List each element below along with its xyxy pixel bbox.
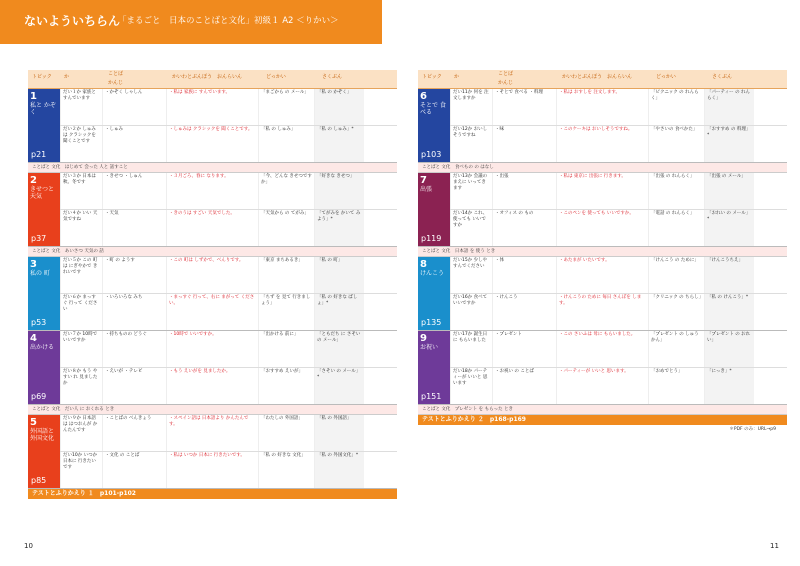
ka-header: か — [64, 74, 70, 80]
lesson-phrase: ・スペイン語は 日本語より かんたんです。 — [166, 415, 258, 451]
lesson-row — [60, 126, 397, 162]
lesson-title: だい１か 家族と すんでいます — [60, 89, 102, 125]
topic-section — [28, 257, 397, 331]
lesson-writing: 「私 の 好きな ばしょ」* — [314, 294, 364, 330]
lesson-reading: 「東京 まちあるき」 — [258, 257, 314, 293]
page-title: ないよういちらん — [24, 14, 121, 28]
topic-number: 4 — [30, 333, 37, 344]
lesson-title: だい４か いい 天気ですね — [60, 210, 102, 246]
lesson-words: ・お祝い の ことば — [492, 368, 556, 404]
sakubun-header: さくぶん — [322, 74, 343, 80]
lesson-reading: 「出張 の れんらく」 — [648, 173, 704, 209]
topic-name: そとで 食べる — [420, 102, 446, 116]
pdf-note: ＊PDF のみ：URL→p9 — [729, 427, 776, 432]
topic-number: 8 — [420, 259, 427, 270]
dokkai-header-right: どっかい — [656, 74, 676, 80]
lesson-phrase: ・私は 家族に すんでいます。 — [166, 89, 258, 125]
topic-page: p103 — [421, 150, 442, 159]
culture-bar: ことばと 文化 はじめて 会った 人と 話すこと — [28, 163, 397, 173]
lesson-row — [450, 331, 787, 368]
lesson-row — [450, 173, 787, 210]
topic-name: きせつと 天気 — [30, 186, 55, 200]
topic-name: 出張 — [420, 186, 433, 193]
topic-tag — [418, 89, 450, 162]
lesson-words: ・いろいろな みち — [102, 294, 166, 330]
topic-name: 私と かぞく — [30, 102, 56, 116]
lesson-reading: 「電話 の れんらく」 — [648, 210, 704, 246]
lesson-words: ・味 — [492, 126, 556, 162]
topic-name: お祝い — [420, 344, 439, 351]
right-page-table — [418, 70, 787, 425]
lesson-phrase: ・けんこうの ために 毎日 さんぽを します。 — [556, 294, 648, 330]
topic-header: トピック — [32, 74, 52, 80]
lesson-writing: 「私 の しゅみ」* — [314, 126, 364, 162]
kanji-header-right: かんじ — [498, 80, 514, 86]
lesson-phrase: ・きのうは すごい 天気でした。 — [166, 210, 258, 246]
lesson-phrase: ・３月ごろ、春に なります。 — [166, 173, 258, 209]
topic-page: p85 — [31, 476, 47, 485]
page-number-left: 10 — [24, 542, 33, 550]
topic-name: けんこう — [420, 270, 445, 277]
lesson-title: だい18か パーティーが いいと 思います — [450, 368, 492, 404]
lesson-row — [60, 331, 397, 368]
lesson-writing: 「私 の けんこう」* — [704, 294, 754, 330]
words-header: ことば — [108, 71, 124, 77]
topic-name: 出かける — [30, 344, 55, 351]
lesson-reading: 「まごから の メール」 — [258, 89, 314, 125]
lesson-writing: 「おれい の メール」* — [704, 210, 754, 246]
culture-bar: ことばと 文化 食べもの の はなし — [418, 163, 787, 173]
lesson-title: だい12か おいしそうですね — [450, 126, 492, 162]
lesson-phrase: ・10時で いいですか。 — [166, 331, 258, 367]
lesson-words: ・天気 — [102, 210, 166, 246]
right-column-header — [418, 70, 787, 89]
lesson-title: だい２か しゅみは クラシックを 聞くことです — [60, 126, 102, 162]
lesson-phrase: ・しゅみは クラシックを 聞くことです。 — [166, 126, 258, 162]
topic-tag — [28, 331, 60, 404]
right-test-bar: テストとふりかえり ２ p168-p169 — [418, 415, 787, 425]
lesson-phrase: ・私は いつか 日本に 行きたいです。 — [166, 452, 258, 488]
page-subtitle: 「まるごと 日本のことばと文化」初級１ A2 ＜りかい＞ — [118, 16, 339, 26]
lesson-reading: 「わたしの 外国語」 — [258, 415, 314, 451]
topic-page: p119 — [421, 234, 442, 243]
topic-section — [28, 89, 397, 163]
topic-tag — [418, 257, 450, 330]
lesson-writing: 「パーティー の れんらく」 — [704, 89, 754, 125]
lesson-words: ・町 の ようす — [102, 257, 166, 293]
topic-tag — [28, 173, 60, 246]
kanji-header: かんじ — [108, 80, 124, 86]
topic-page: p21 — [31, 150, 47, 159]
lesson-writing: 「出張 の メール」 — [704, 173, 754, 209]
lesson-words: ・オフィス の もの — [492, 210, 556, 246]
lesson-row — [60, 452, 397, 488]
lesson-row — [450, 126, 787, 162]
lesson-title: だい８か もう やすい れ 見ましたか — [60, 368, 102, 404]
topic-number: 3 — [30, 259, 37, 270]
lesson-phrase: ・あたまが いたいです。 — [556, 257, 648, 293]
culture-bar: ことばと 文化 日本語 を 使う とき — [418, 247, 787, 257]
lesson-row — [450, 257, 787, 294]
words-header-right: ことば — [498, 71, 514, 77]
phrases-header-right: かいわとぶんぽう おんらいん — [562, 74, 633, 80]
lesson-row — [450, 368, 787, 404]
lesson-phrase: ・パーティーが いいと 思います。 — [556, 368, 648, 404]
lesson-row — [60, 294, 397, 330]
lesson-reading: 「私 の しゅみ」 — [258, 126, 314, 162]
lesson-title: だい11か 何を 注文しますか — [450, 89, 492, 125]
lesson-title: だい17か 誕生日に もらいました — [450, 331, 492, 367]
lesson-words: ・持ちものの どうぐ — [102, 331, 166, 367]
topic-name: 外国語と 外国文化 — [30, 428, 55, 442]
lesson-row — [450, 210, 787, 246]
topic-section — [418, 257, 787, 331]
lesson-writing: 「おすすめ の 料理」* — [704, 126, 754, 162]
ka-header-right: か — [454, 74, 460, 80]
lesson-writing: 「私 の 町」 — [314, 257, 364, 293]
lesson-writing: 「ともだち に さそい の メール」 — [314, 331, 364, 367]
topic-page: p151 — [421, 392, 442, 401]
topic-tag — [28, 257, 60, 330]
lesson-title: だい３か 日本は 秋、冬です — [60, 173, 102, 209]
lesson-reading: 「今、どんな きせつですか」 — [258, 173, 314, 209]
lesson-reading: 「おすすめ えいが」 — [258, 368, 314, 404]
lesson-row — [450, 294, 787, 330]
lesson-words: ・けんこう — [492, 294, 556, 330]
left-test-bar: テストとふりかえり １ p101-p102 — [28, 489, 397, 499]
lesson-words: ・プレゼント — [492, 331, 556, 367]
lesson-words: ・体 — [492, 257, 556, 293]
topic-section — [28, 331, 397, 405]
lesson-title: だい９か 日本語は はつおんが かんたんです — [60, 415, 102, 451]
lesson-words: ・しゅみ — [102, 126, 166, 162]
topic-number: 5 — [30, 417, 37, 428]
topic-page: p53 — [31, 318, 47, 327]
topic-section — [28, 173, 397, 247]
topic-section — [418, 173, 787, 247]
lesson-row — [60, 89, 397, 126]
lesson-words: ・ことばの べんきょう — [102, 415, 166, 451]
lesson-writing: 「けんこうちえ」 — [704, 257, 754, 293]
lesson-words: ・そとで 食べる ・料理 — [492, 89, 556, 125]
lesson-reading: 「けんこう の ために」 — [648, 257, 704, 293]
lesson-writing: 「さそい の メール」* — [314, 368, 364, 404]
topic-page: p37 — [31, 234, 47, 243]
topic-section — [418, 331, 787, 405]
topic-name: 私の 町 — [30, 270, 50, 277]
lesson-title: だい14か これ、使っても いいですか — [450, 210, 492, 246]
lesson-row — [60, 210, 397, 246]
lesson-title: だい10か いつか 日本に 行きたいです — [60, 452, 102, 488]
lesson-writing: 「私 の かぞく」 — [314, 89, 364, 125]
left-sections — [28, 89, 397, 489]
lesson-row — [450, 89, 787, 126]
lesson-reading: 「やさいの 食べかた」 — [648, 126, 704, 162]
lesson-title: だい６か まっすぐ 行って ください — [60, 294, 102, 330]
topic-number: 7 — [420, 175, 427, 186]
lesson-phrase: ・私は 東京に 出張に 行きます。 — [556, 173, 648, 209]
topic-section — [28, 415, 397, 489]
topic-tag — [28, 415, 60, 488]
topic-section — [418, 89, 787, 163]
lesson-phrase: ・もう えいがを 見ましたか。 — [166, 368, 258, 404]
lesson-words: ・きせつ ・しゅん — [102, 173, 166, 209]
lesson-writing: 「好きな きせつ」 — [314, 173, 364, 209]
lesson-words: ・文化 の ことば — [102, 452, 166, 488]
lesson-words: ・かぞく しゃしん — [102, 89, 166, 125]
topic-header-right: トピック — [422, 74, 442, 80]
lesson-title: だい７か 10時で いいですか — [60, 331, 102, 367]
topic-number: 1 — [30, 91, 37, 102]
lesson-reading: 「プレゼント の しゅうかん」 — [648, 331, 704, 367]
lesson-words: ・えいが ・テレビ — [102, 368, 166, 404]
lesson-words: ・出張 — [492, 173, 556, 209]
lesson-reading: 「出かける 前に」 — [258, 331, 314, 367]
lesson-writing: 「てがみを かいて みよう」* — [314, 210, 364, 246]
lesson-phrase: ・この 町は しずかで、べんりです。 — [166, 257, 258, 293]
lesson-reading: 「天気から の てがみ」 — [258, 210, 314, 246]
lesson-title: だい15か 少しやすんでください — [450, 257, 492, 293]
lesson-writing: 「プレゼント の おれい」 — [704, 331, 754, 367]
topic-number: 9 — [420, 333, 427, 344]
topic-tag — [28, 89, 60, 162]
lesson-reading: 「ちず を 見て 行きましょう」 — [258, 294, 314, 330]
topic-page: p135 — [421, 318, 442, 327]
lesson-phrase: ・このペンを 使っても いいですか。 — [556, 210, 648, 246]
phrases-header: かいわとぶんぽう おんらいん — [172, 74, 243, 80]
left-column-header — [28, 70, 397, 89]
lesson-writing: 「私 の 外国語」 — [314, 415, 364, 451]
lesson-writing: 「にっき」* — [704, 368, 754, 404]
lesson-title: だい13か 会議のまえに いってきます — [450, 173, 492, 209]
title-banner — [0, 0, 382, 44]
lesson-phrase: ・この さいふは 母に もらいました。 — [556, 331, 648, 367]
lesson-row — [60, 415, 397, 452]
lesson-reading: 「クリニック の ちらし」 — [648, 294, 704, 330]
lesson-phrase: ・このケーキは おいしそうですね。 — [556, 126, 648, 162]
sakubun-header-right: さくぶん — [712, 74, 733, 80]
lesson-reading: 「私 の 好きな 文化」 — [258, 452, 314, 488]
lesson-reading: 「おめでとう」 — [648, 368, 704, 404]
topic-page: p69 — [31, 392, 47, 401]
lesson-reading: 「ピクニック の れんらく」 — [648, 89, 704, 125]
lesson-title: だい５か この 町は にぎやかで きれいです — [60, 257, 102, 293]
topic-number: 6 — [420, 91, 427, 102]
topic-tag — [418, 173, 450, 246]
page-number-right: 11 — [770, 542, 779, 550]
lesson-row — [60, 257, 397, 294]
culture-bar: ことばと 文化 だい人 に おくれる とき — [28, 405, 397, 415]
lesson-phrase: ・まっすぐ 行って、右に まがって ください。 — [166, 294, 258, 330]
lesson-row — [60, 173, 397, 210]
lesson-row — [60, 368, 397, 404]
lesson-title: だい16か 食べて いいですか — [450, 294, 492, 330]
culture-bar: ことばと 文化 プレゼント を もらった とき — [418, 405, 787, 415]
topic-tag — [418, 331, 450, 404]
dokkai-header: どっかい — [266, 74, 286, 80]
culture-bar: ことばと 文化 あいさつ 天気の 話 — [28, 247, 397, 257]
left-page-table — [28, 70, 397, 499]
lesson-writing: 「私 の 外国文化」* — [314, 452, 364, 488]
topic-number: 2 — [30, 175, 37, 186]
right-sections — [418, 89, 787, 415]
lesson-phrase: ・私は おすしを 注文します。 — [556, 89, 648, 125]
